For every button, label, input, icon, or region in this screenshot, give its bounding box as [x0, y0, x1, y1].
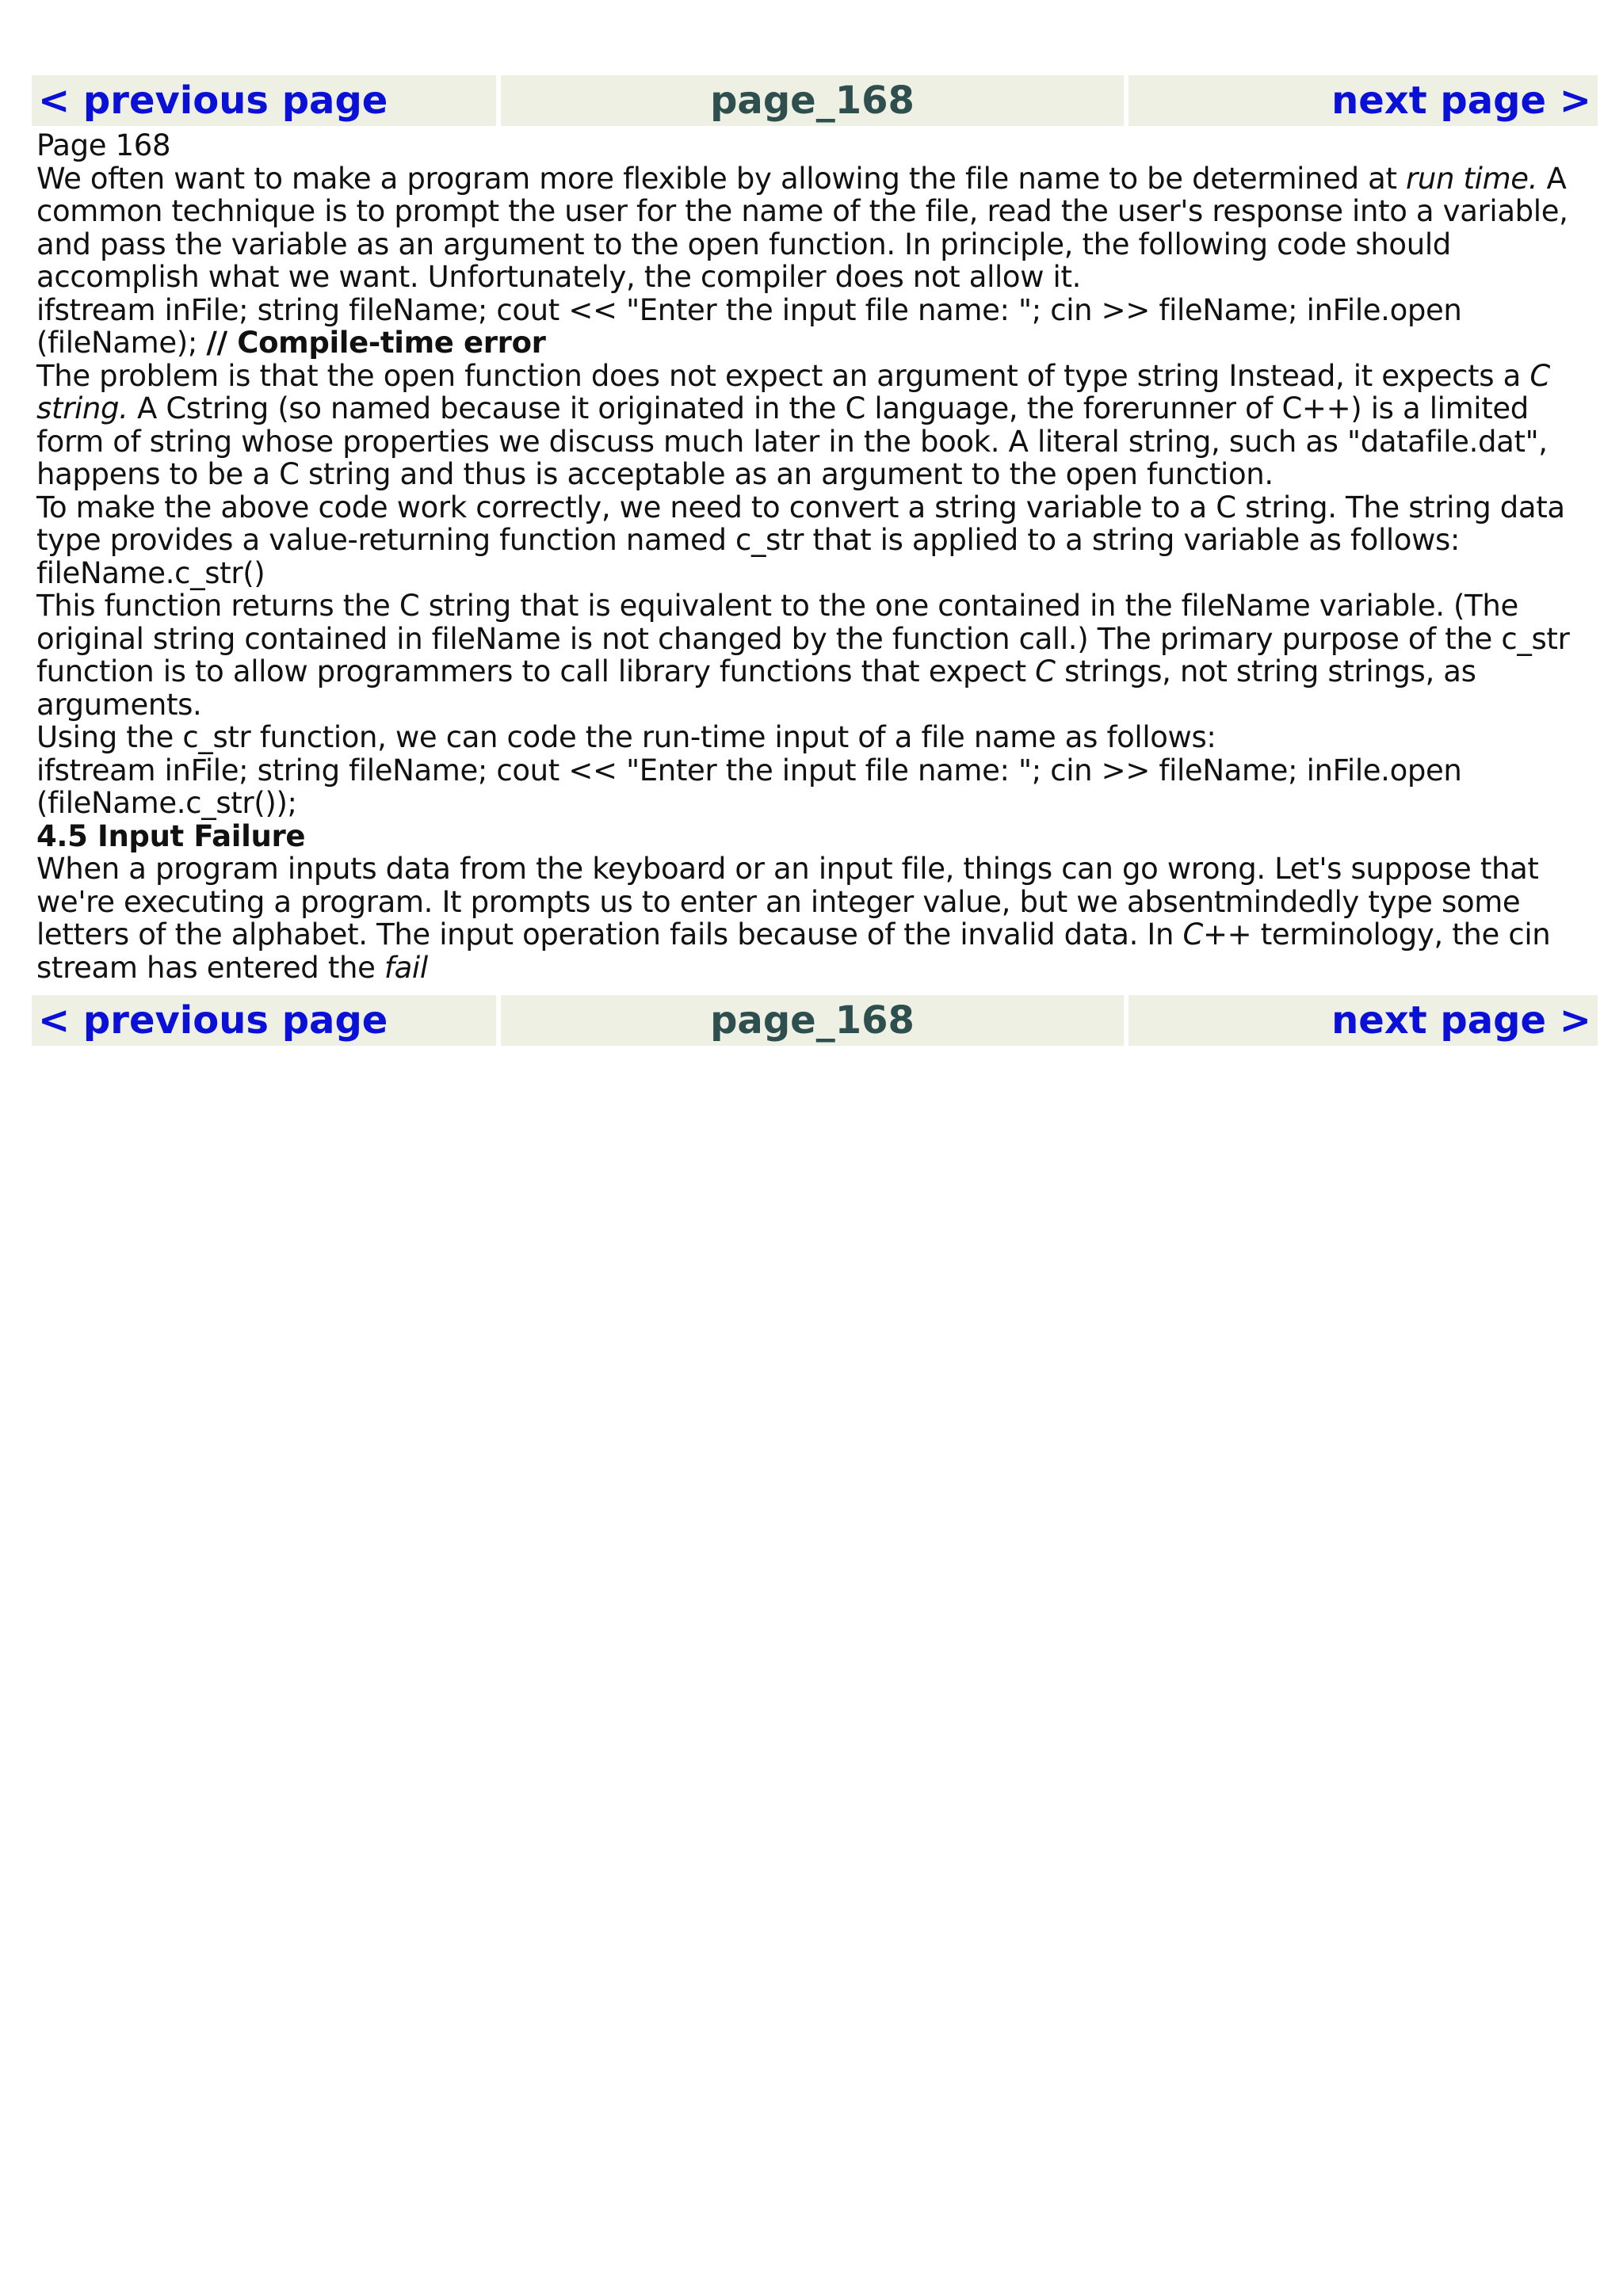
bottom-nav-page-cell [501, 995, 1124, 1046]
emphasis-c-string: C string. [36, 358, 1550, 425]
code-comment: // Compile-time error [206, 326, 546, 360]
paragraph-1 [36, 162, 1593, 294]
page-number: Page 168 [36, 128, 171, 162]
page-container [32, 75, 1598, 1046]
previous-page-link[interactable]: < previous page [38, 78, 388, 123]
page-content [32, 126, 1598, 984]
bottom-navigation [32, 995, 1598, 1046]
text-run: The problem is that the open function does not expect an argument of type string Instead, it expects a [36, 358, 1530, 393]
paragraph-6 [36, 852, 1593, 984]
code-example-2: fileName.c_str() [36, 555, 265, 590]
top-nav-next-cell [1128, 75, 1598, 126]
next-page-link[interactable]: next page > [1331, 998, 1591, 1043]
next-page-link[interactable]: next page > [1331, 78, 1591, 123]
top-nav-prev-cell [32, 75, 496, 126]
text-run: When a program inputs data from the keyboard or an input file, things can go wrong. Let's suppose that we're executing a program. It prompts us to enter an integer value, but we absentmindedly type some letters of the alphabet. The input operation fails because of the invalid data. In [36, 852, 1539, 952]
code-example-1 [36, 294, 1593, 360]
text-run: terminology, the cin stream has entered the [36, 917, 1551, 985]
text-run: We often want to make a program more flexible by allowing the file name to be determined at [36, 161, 1407, 196]
paragraph-5: Using the c_str function, we can code the run-time input of a file name as follows: [36, 720, 1216, 754]
previous-page-link[interactable]: < previous page [38, 998, 388, 1043]
bottom-nav-next-cell [1128, 995, 1598, 1046]
emphasis-cpp: C++ [1182, 917, 1252, 952]
text-run: This function returns the C string that is equivalent to the one contained in the fileName variable. (The original string contained in fileName is not changed by the function call.) The primary purpose of the c_str function is to allow programmers to call library functions that expect [36, 589, 1570, 688]
paragraph-3: To make the above code work correctly, we need to convert a string variable to a C string. The string data type provides a value-returning function named c_str that is applied to a string variable as follows: [36, 490, 1565, 557]
page-label: page_168 [710, 998, 915, 1043]
emphasis-run-time: run time. [1406, 161, 1538, 196]
paragraph-4 [36, 589, 1593, 721]
top-nav-page-cell [501, 75, 1124, 126]
text-run: A Cstring (so named because it originated in the C language, the forerunner of C++) is a limited form of string whose properties we discuss much later in the book. A literal string, such as "datafile.dat", happens to be a C string and thus is acceptable as an argument to the open function. [36, 391, 1548, 491]
paragraph-2 [36, 360, 1593, 491]
code-text: ifstream inFile; string fileName; cout << "Enter the input file name: "; cin >> fileName; inFile.open (fileName); [36, 292, 1462, 360]
section-heading: 4.5 Input Failure [36, 818, 306, 853]
page-label: page_168 [710, 78, 915, 123]
top-navigation [32, 75, 1598, 126]
code-example-3: ifstream inFile; string fileName; cout << "Enter the input file name: "; cin >> fileName; inFile.open (fileName.c_str()); [36, 753, 1462, 820]
text-run: strings, not string strings, as arguments. [36, 654, 1476, 722]
emphasis-fail: fail [384, 950, 428, 985]
emphasis-c: C [1035, 654, 1056, 688]
bottom-nav-prev-cell [32, 995, 496, 1046]
text-run: A common technique is to prompt the user for the name of the file, read the user's response into a variable, and pass the variable as an argument to the open function. In principle, the following code should accomplish what we want. Unfortunately, the compiler does not allow it. [36, 161, 1568, 294]
